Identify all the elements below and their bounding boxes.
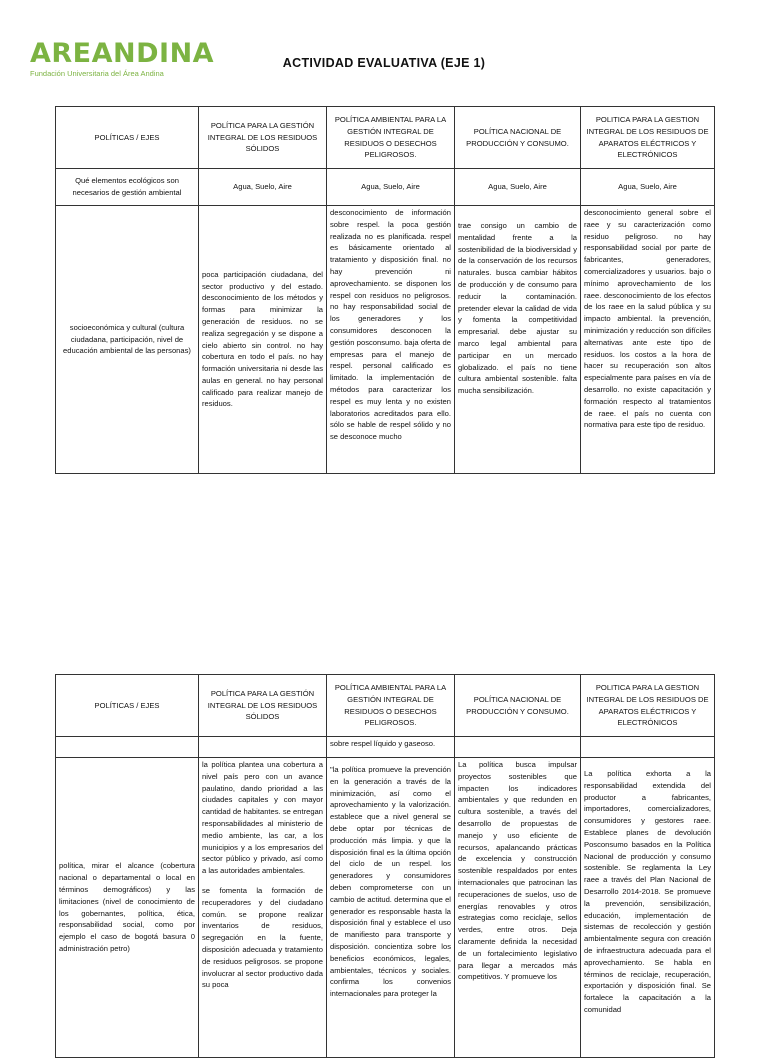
empty-cell — [56, 737, 199, 758]
paragraph: se fomenta la formación de recuperadores y del ciudadano común. se propone realizar inventarios de residuos, segregación en la fuente, disposición adecuada y tratamiento de residuos peligrosos. se propone involucrar al sector productivo dada su poca — [202, 885, 323, 990]
cell-peligrosos: desconocimiento de información sobre respel. la poca gestión realizada no es planificada. respel es básicamente orientado al tratamiento y disposición final. no hay prevención ni aprovechamiento. se disponen los respel con residuos no peligrosos. no hay responsabilidad social de los generadores y los consumidores desconocen la gestión posconsumo. baja oferta de empresas para el manejo de respel. personal calificado es limitado. la implementación de métodos para caracterizar los respel es muy lenta y no existen laboratorios acreditados para ello. sólo se hable de respel sólido y no se desconoce mucho — [327, 206, 455, 474]
cell-raee: La política exhorta a la responsabilidad extendida del productor a fabricantes, importadores, comercializadores, consumidores y gestores raee. Establece planes de devolución Posconsumo basados en la Política Nacional de producción y consumo sostenible. Se reglamenta la Ley raee a través del Plan Nacional de Desarrollo 2014-2018. Se promueve la prevención, sensibilización, educación, implementación de sistemas de recolección y gestión ambientalmente segura con creación de infraestructura adecuada para el aprovechamiento. Se habla en términos de reciclaje, recuperación, exportación y disposición final. Se fortalece la capacitación a la comunidad — [581, 758, 715, 1058]
table-header-row — [56, 107, 715, 169]
cell-raee: Agua, Suelo, Aire — [581, 169, 715, 206]
header-peligrosos: POLÍTICA AMBIENTAL PARA LA GESTIÓN INTEGRAL DE RESIDUOS O DESECHOS PELIGROSOS. — [327, 107, 455, 169]
cell-peligrosos: Agua, Suelo, Aire — [327, 169, 455, 206]
cell-solidos: Agua, Suelo, Aire — [199, 169, 327, 206]
logo-subtitle: Fundación Universitaria del Área Andina — [30, 69, 164, 78]
header-produccion: POLÍTICA NACIONAL DE PRODUCCIÓN Y CONSUMO. — [455, 107, 581, 169]
page-title: ACTIVIDAD EVALUATIVA (EJE 1) — [282, 56, 486, 70]
table-row — [56, 758, 715, 1058]
header-ejes: POLÍTICAS / EJES — [56, 675, 199, 737]
cell-peligrosos: "la política promueve la prevención en la generación a través de la minimización, así como el aprovechamiento y la valorización. establece que a nivel general se debe optar por técnicas de producción más limpia. y que la disposición final es la última opción del ciclo de un respel. los generadores y consumidores deben comprometerse con un cambio de actitud. determina que el generador es responsable hasta la disposición final y establece el uso de manifiesto para transporte y disposición. concientiza sobre los beneficios económicos, legales, ambientales, técnicos y sociales. confirma los convenios internacionales para proteger la — [327, 758, 455, 1058]
table-row — [56, 169, 715, 206]
cell-produccion: La política busca impulsar proyectos sostenibles que impacten los indicadores ambientales y que redunden en cultura sostenible, a través del desarrollo de propuestas de manejo y uso eficiente de recursos, apalancando prácticas de excelencia y construcción sostenible respaldados por entes internacionales que patrocinan las recuperaciones de suelos, uso de energías renovables y otros estrategias como reciclaje, sellos verdes, entre otros. Deja claramente definida la necesidad de un fortalecimiento legislativo para llegar a mercados más competitivos. Y promueve los — [455, 758, 581, 1058]
cell-raee: desconocimiento general sobre el raee y su caracterización como residuo peligroso. no hay responsabilidad social por parte de fabricantes, generadores, comercializadores y usuarios. bajo o mínimo aprovechamiento de los raee. desconocimiento de los efectos de los raee en la salud pública y su impacto ambiental. la prevención, minimización y reducción son difíciles alternativas ante este tipo de residuos. los costos a la hora de hacer su recuperación son altos especialmente para países en vía de desarrollo. no existe capacitación y formación respecto al tratamientos de raee. el país no cuenta con normativa para este tipo de residuo. — [581, 206, 715, 474]
policy-table-1 — [55, 106, 715, 474]
table-row — [56, 737, 715, 758]
row-label-socio: socioeconómica y cultural (cultura ciudadana, participación, nivel de educación ambiental de las personas) — [56, 206, 199, 474]
cell-solidos — [199, 758, 327, 1058]
header-peligrosos: POLÍTICA AMBIENTAL PARA LA GESTIÓN INTEGRAL DE RESIDUOS O DESECHOS PELIGROSOS. — [327, 675, 455, 737]
cell-produccion: trae consigo un cambio de mentalidad frente a la sostenibilidad de la biodiversidad y de la conservación de los recursos naturales. busca cambiar hábitos de producción y de consumo para reducir la contaminación. pretender elevar la calidad de vida y fomenta la competitividad empresarial. debe ajustar su marco legal ambiental para participar en un mercado globalizado. el país no tiene cultura ambiental sostenible. falta mucha sensibilización. — [455, 206, 581, 474]
header-solidos: POLÍTICA PARA LA GESTIÓN INTEGRAL DE LOS RESIDUOS SÓLIDOS — [199, 107, 327, 169]
table-row — [56, 206, 715, 474]
cell-solidos: poca participación ciudadana, del sector productivo y del estado. desconocimiento de los métodos y formas para minimizar la generación de residuos. no se realiza segregación y se dispone a cielo abierto sin control. no hay cobertura en todo el país. no hay formación universitaria ni desde las aulas en general. no hay personal calificado para realizar manejo de residuos. — [199, 206, 327, 474]
header-solidos: POLÍTICA PARA LA GESTIÓN INTEGRAL DE LOS RESIDUOS SÓLIDOS — [199, 675, 327, 737]
header-ejes: POLÍTICAS / EJES — [56, 107, 199, 169]
table-header-row — [56, 675, 715, 737]
header-raee: POLITICA PARA LA GESTION INTEGRAL DE LOS RESIDUOS DE APARATOS ELÉCTRICOS Y ELECTRÓNICOS — [581, 675, 715, 737]
paragraph: la política plantea una cobertura a nivel país pero con un avance paulatino, dando prioridad a las ciudades capitales y con mayor cantidad de habitantes. se entregan responsabilidades al ministerio de medio ambiente, las car, a los municipios y a los empresarios del sector público y privado, así como a las autoridades ambientales. — [202, 760, 323, 876]
empty-cell — [455, 737, 581, 758]
row-label-politica: política, mirar el alcance (cobertura nacional o departamental o local en términos demográficos) y las limitaciones (nivel de conocimiento de los gobernantes, política, ética, responsabilidad social, como por ejemplo el caso de bogotá basura 0 administración petro) — [56, 758, 199, 1058]
header-raee: POLITICA PARA LA GESTION INTEGRAL DE LOS RESIDUOS DE APARATOS ELÉCTRICOS Y ELECTRÓNICOS — [581, 107, 715, 169]
logo-wordmark: AREANDINA — [30, 38, 215, 69]
row-label-elementos: Qué elementos ecológicos son necesarios de gestión ambiental — [56, 169, 199, 206]
policy-table-2 — [55, 674, 715, 1058]
cell-produccion: Agua, Suelo, Aire — [455, 169, 581, 206]
cell-peligrosos: sobre respel líquido y gaseoso. — [327, 737, 455, 758]
empty-cell — [199, 737, 327, 758]
header-produccion: POLÍTICA NACIONAL DE PRODUCCIÓN Y CONSUMO. — [455, 675, 581, 737]
empty-cell — [581, 737, 715, 758]
